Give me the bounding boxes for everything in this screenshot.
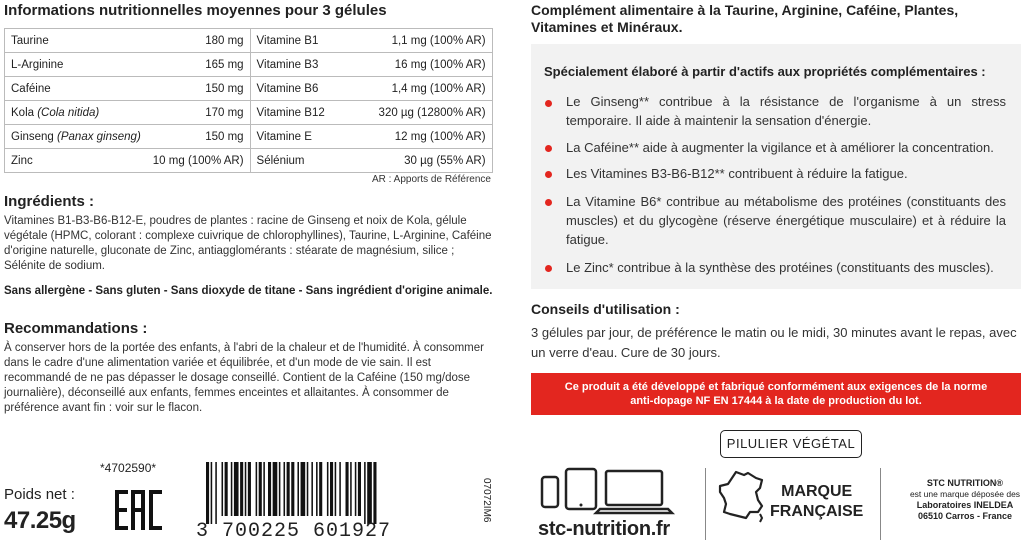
barcode-bar	[316, 462, 318, 516]
nutrient-amount: 10 mg (100% AR)	[152, 154, 244, 167]
reference-code: *4702590*	[100, 461, 157, 475]
ingredients-text: Vitamines B1-B3-B6-B12-E, poudres de plantes : racine de Ginseng et noix de Kola, gélule végétale (HPMC, colorant : complexe cuivrique de chlorophyllines), Taurine, L-Arginine, Caféine d'origine naturelle, gluconate de Zinc, antiagglomérants : stéarate de magnésium, silice ; Sélénite de sodium.	[4, 215, 492, 272]
barcode-bar	[256, 462, 258, 516]
stc-legal-line-1: est une marque déposée des	[909, 489, 1021, 499]
barcode-bar	[279, 462, 281, 516]
net-weight-value: 47.25g	[4, 507, 76, 534]
barcode-bar	[358, 462, 361, 516]
barcode-bar	[346, 462, 349, 516]
barcode-bar	[364, 462, 366, 524]
supplement-title: Complément alimentaire à la Taurine, Arginine, Caféine, Plantes, Vitamines et Minéraux.	[531, 2, 959, 35]
vitamin-name: Vitamine B3	[256, 58, 319, 71]
table-row	[5, 149, 493, 173]
nutrition-title: Informations nutritionnelles moyennes pour 3 gélules	[4, 2, 387, 19]
vitamin-amount: 1,4 mg (100% AR)	[391, 82, 486, 95]
barcode-bar	[263, 462, 265, 516]
barcode-bar	[211, 462, 213, 524]
nutrient-amount: 150 mg	[205, 82, 244, 95]
marque-line-1: MARQUE	[781, 483, 853, 500]
pilulier-badge: PILULIER VÉGÉTAL	[720, 430, 862, 458]
antidoping-line-1: Ce produit a été développé et fabriqué conformément aux exigences de la norme	[564, 381, 988, 393]
barcode-bar	[335, 462, 337, 516]
latin-name: (Cola nitida)	[37, 106, 100, 119]
barcode-bar	[240, 462, 243, 516]
antidoping-banner	[531, 373, 1021, 415]
france-map-icon	[718, 470, 766, 524]
barcode-bar	[284, 462, 286, 516]
vitamin-name: Vitamine E	[256, 130, 312, 143]
barcode-bar	[259, 462, 262, 516]
table-row	[5, 77, 493, 101]
latin-name: (Panax ginseng)	[57, 130, 141, 143]
claim-vitamines-b: Les Vitamines B3-B6-B12** contribuent à réduire la fatigue.	[566, 166, 908, 181]
barcode-bar	[307, 462, 309, 516]
claim-zinc: Le Zinc* contribue à la synthèse des protéines (constituants des muscles).	[566, 260, 994, 275]
table-row	[5, 101, 493, 125]
barcode-bar	[311, 462, 313, 516]
table-row	[5, 29, 493, 53]
ingredients-title: Ingrédients :	[4, 193, 95, 210]
nutrient-name: Taurine	[11, 34, 49, 47]
bullet-icon	[545, 171, 552, 178]
antidoping-line-2: anti-dopage NF EN 17444 à la date de production du lot.	[630, 395, 922, 407]
stc-brand-name: STC NUTRITION®	[926, 478, 1004, 488]
website-url[interactable]: stc-nutrition.fr	[538, 518, 670, 540]
barcode-digits: 3 700225 601927	[196, 520, 392, 543]
nutrition-table	[4, 28, 493, 173]
vitamin-name: Sélénium	[256, 154, 305, 167]
vitamin-name: Vitamine B1	[256, 34, 319, 47]
vitamin-amount: 16 mg (100% AR)	[394, 58, 486, 71]
barcode-bar	[248, 462, 251, 516]
barcode-bar	[245, 462, 247, 516]
vitamin-name: Vitamine B12	[256, 106, 325, 119]
claim-vitamine-b6: La Vitamine B6* contribue au métabolisme des protéines (constituants des muscles) et du glycogène (réserve énergétique musculaire) et à réduire la fatigue.	[566, 194, 1006, 247]
barcode-bar	[268, 462, 271, 516]
barcode-bar	[301, 462, 306, 516]
table-row	[5, 53, 493, 77]
net-weight-label: Poids net :	[4, 486, 75, 503]
stc-legal	[905, 478, 1024, 522]
marque-francaise	[770, 482, 863, 522]
barcode-bar	[225, 462, 228, 516]
barcode-bar	[222, 462, 224, 516]
usage-text: 3 gélules par jour, de préférence le matin ou le midi, 30 minutes avant le repas, avec un verre d'eau. Cure de 30 jours.	[531, 325, 1017, 360]
ar-note: AR : Apports de Référence	[372, 174, 491, 185]
eac-logo	[115, 490, 163, 530]
barcode-bar	[291, 462, 294, 516]
barcode-bar	[373, 462, 376, 524]
vitamin-amount: 320 µg (12800% AR)	[378, 106, 486, 119]
recommandations-text: À conserver hors de la portée des enfants, à l'abri de la chaleur et de l'humidité. À consommer dans le cadre d'une alimentation variée et équilibrée, et d'un mode de vie sain. Il est recommandé de ne pas dépasser le dosage conseillé. Contient de la Caféine (150 mg/dose journalière), déconseillé aux enfants, femmes enceintes et allaitantes. À consommer de préférence avant fin : voir sur le flacon.	[4, 342, 484, 414]
bullet-icon	[545, 199, 552, 206]
devices-icon	[540, 467, 690, 515]
nutrient-name: Zinc	[11, 154, 33, 167]
divider	[705, 468, 706, 540]
barcode-bar	[330, 462, 333, 516]
divider	[880, 468, 881, 540]
vitamin-amount: 12 mg (100% AR)	[394, 130, 486, 143]
barcode-bar	[273, 462, 278, 516]
barcode-bar	[287, 462, 290, 516]
barcode-bar	[319, 462, 322, 516]
nutrient-amount: 150 mg	[205, 130, 244, 143]
marque-line-2: FRANÇAISE	[770, 503, 864, 520]
nutrient-name: L-Arginine	[11, 58, 64, 71]
vitamin-amount: 1,1 mg (100% AR)	[391, 34, 486, 47]
claim-ginseng: Le Ginseng** contribue à la résistance de l'organisme à un stress temporaire. Il aide à maintenir la sensation d'énergie.	[566, 94, 1006, 128]
nutrient-amount: 180 mg	[205, 34, 244, 47]
recommandations-title: Recommandations :	[4, 320, 148, 337]
bullet-icon	[545, 100, 552, 107]
nutrient-name: Caféine	[11, 82, 51, 95]
bullet-icon	[545, 265, 552, 272]
nutrient-amount: 165 mg	[205, 58, 244, 71]
nutrient-name: Kola	[11, 106, 38, 119]
ingredients-free-from: Sans allergène - Sans gluten - Sans dioxyde de titane - Sans ingrédient d'origine animale.	[4, 285, 493, 297]
stc-legal-line-3: 06510 Carros - France	[917, 511, 1013, 521]
usage-title: Conseils d'utilisation :	[531, 301, 680, 317]
lot-code: 07072IM6	[481, 478, 492, 523]
barcode-bar	[327, 462, 329, 516]
stc-legal-line-2: Laboratoires INELDEA	[916, 500, 1014, 510]
nutrient-name: Ginseng	[11, 130, 58, 143]
barcode-bar	[206, 462, 209, 524]
claim-cafeine: La Caféine** aide à augmenter la vigilance et à améliorer la concentration.	[566, 140, 994, 155]
nutrient-amount: 170 mg	[205, 106, 244, 119]
barcode-bar	[231, 462, 233, 516]
barcode-bar	[215, 462, 217, 524]
barcode-bar	[234, 462, 239, 516]
bullet-icon	[545, 145, 552, 152]
barcode-bar	[350, 462, 352, 516]
vitamin-amount: 30 µg (55% AR)	[404, 154, 486, 167]
barcode-bar	[339, 462, 341, 516]
barcode-bar	[367, 462, 372, 524]
claims-title: Spécialement élaboré à partir d'actifs aux propriétés complémentaires :	[544, 64, 986, 79]
vitamin-name: Vitamine B6	[256, 82, 319, 95]
barcode-bar	[355, 462, 357, 516]
table-row	[5, 125, 493, 149]
barcode-bar	[297, 462, 299, 516]
